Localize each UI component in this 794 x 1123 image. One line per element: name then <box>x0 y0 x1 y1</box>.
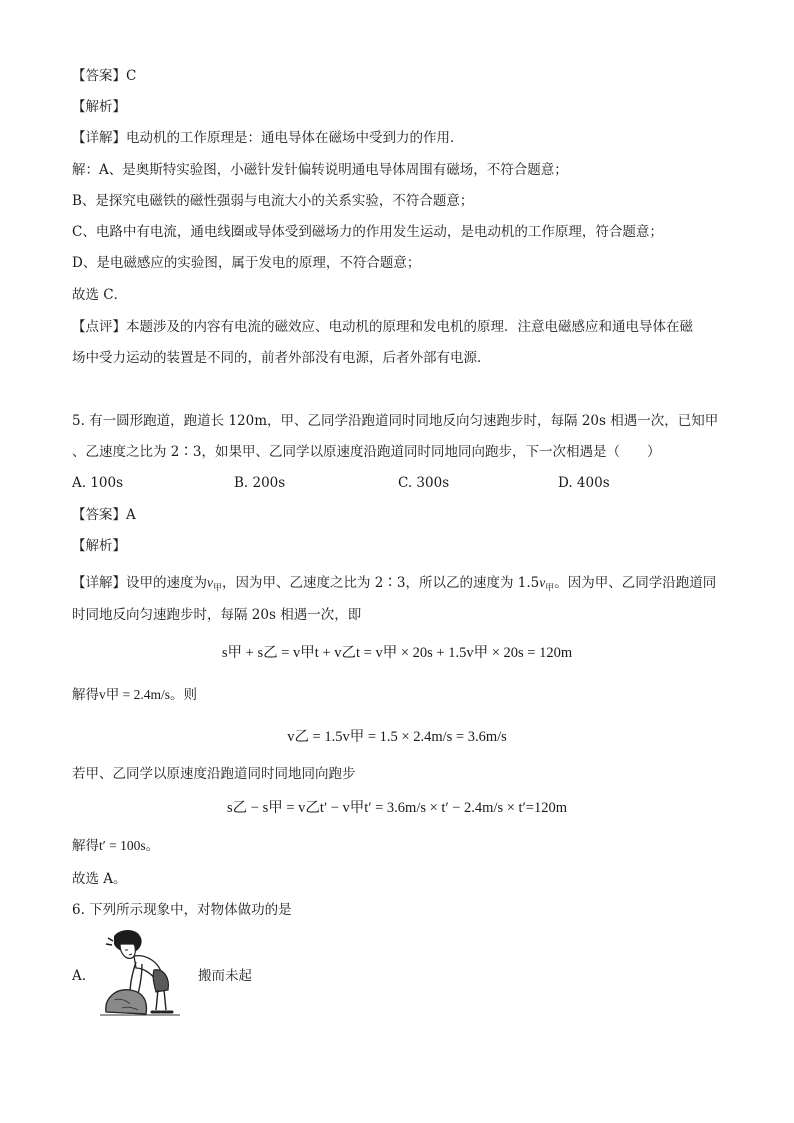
q5-same-direction-line: 若甲、乙同学以原速度沿跑道同时同地同向跑步 <box>72 766 356 782</box>
detail-text-c: 。因为甲、乙同学沿跑道同 <box>554 575 717 591</box>
solve-value: v甲 = 2.4m/s <box>99 687 170 702</box>
q5-option-c: C. 300s <box>398 475 450 491</box>
q4-option-d-line: D、是电磁感应的实验图，属于发电的原理，不符合题意； <box>72 255 421 271</box>
detail-tag: 【详解】 <box>72 130 126 146</box>
person-pushing-rock-illustration <box>96 928 184 1020</box>
comment-tag: 【点评】 <box>72 319 126 335</box>
q5-option-a: A. 100s <box>72 475 124 491</box>
detail-text-a: 设甲的速度为 <box>126 575 207 591</box>
q5-choice-line: 故选 A。 <box>72 871 127 887</box>
solve-value: t′ = 100s <box>99 838 146 853</box>
q4-option-b-line: B、是探究电磁铁的磁性强弱与电流大小的关系实验，不符合题意； <box>72 193 474 209</box>
solve-prefix: 解得 <box>72 838 99 854</box>
detail-tag: 【详解】 <box>72 575 126 591</box>
solve-suffix: 。 <box>145 838 160 854</box>
solve-suffix: 。则 <box>170 687 197 703</box>
formula-meeting-same: s乙 − s甲 = v乙t′ − v甲t′ = 3.6m/s × t′ − 2.4m/s × t′=120m <box>227 800 567 816</box>
q6-option-a-caption: 搬而未起 <box>198 968 252 984</box>
formula-speed-yi: v乙 = 1.5v甲 = 1.5 × 2.4m/s = 3.6m/s <box>287 729 507 745</box>
q4-answer <box>72 66 734 86</box>
q5-answer <box>72 505 734 525</box>
q5-option-d: D. 400s <box>558 475 610 491</box>
q4-comment <box>72 317 734 337</box>
q6-option-a-label: A. <box>72 968 87 984</box>
q4-option-c-line: C、电路中有电流，通电线圈或导体受到磁场力的作用发生运动，是电动机的工作原理，符合题意； <box>72 224 663 240</box>
comment-line-1: 本题涉及的内容有电流的磁效应、电动机的原理和发电机的原理．注意电磁感应和通电导体在磁 <box>126 319 693 335</box>
q4-choice-line: 故选 C． <box>72 287 128 303</box>
answer-tag: 【答案】 <box>72 68 126 84</box>
formula-meeting-opposite: s甲 + s乙 = v甲t + v乙t = v甲 × 20s + 1.5v甲 × 20s = 120m <box>221 645 573 661</box>
q5-solve-1 <box>72 685 734 705</box>
analysis-tag: 【解析】 <box>72 538 126 554</box>
q5-detail-line-2: 时同地反向匀速跑步时，每隔 20s 相遇一次，即 <box>72 607 362 623</box>
solve-prefix: 解得 <box>72 687 99 703</box>
analysis-tag: 【解析】 <box>72 99 126 115</box>
answer-tag: 【答案】 <box>72 507 126 523</box>
q5-analysis-tag <box>72 536 734 556</box>
detail-text: 电动机的工作原理是：通电导体在磁场中受到力的作用． <box>126 130 464 146</box>
answer-value: C <box>126 68 137 84</box>
answer-value: A <box>126 507 136 523</box>
q5-solve-2 <box>72 836 734 856</box>
q4-detail <box>72 128 734 148</box>
q4-comment-line-2: 场中受力运动的装置是不同的，前者外部没有电源，后者外部有电源． <box>72 350 491 366</box>
q6-stem: 6. 下列所示现象中，对物体做功的是 <box>72 902 292 918</box>
detail-text-b: ，因为甲、乙速度之比为 2∶3，所以乙的速度为 1.5 <box>222 575 540 591</box>
q5-stem-line-2: 、乙速度之比为 2∶3，如果甲、乙同学以原速度沿跑道同时同地同向跑步，下一次相遇是（ ） <box>72 444 661 460</box>
q5-detail-line-1: 【详解】设甲的速度为$v_甲$，因为甲、乙速度之比为 2∶3，所以乙的速度为 $1.5v_甲$。因为甲、乙同学沿跑道同 <box>72 575 717 594</box>
q4-solution-line: 解：A、是奥斯特实验图，小磁针发针偏转说明通电导体周围有磁场，不符合题意； <box>72 162 568 178</box>
q5-option-b: B. 200s <box>234 475 286 491</box>
q5-stem-line-1: 5. 有一圆形跑道，跑道长 120m，甲、乙同学沿跑道同时同地反向匀速跑步时，每隔 20s 相遇一次，已知甲 <box>72 413 719 429</box>
q4-analysis-tag <box>72 97 734 117</box>
